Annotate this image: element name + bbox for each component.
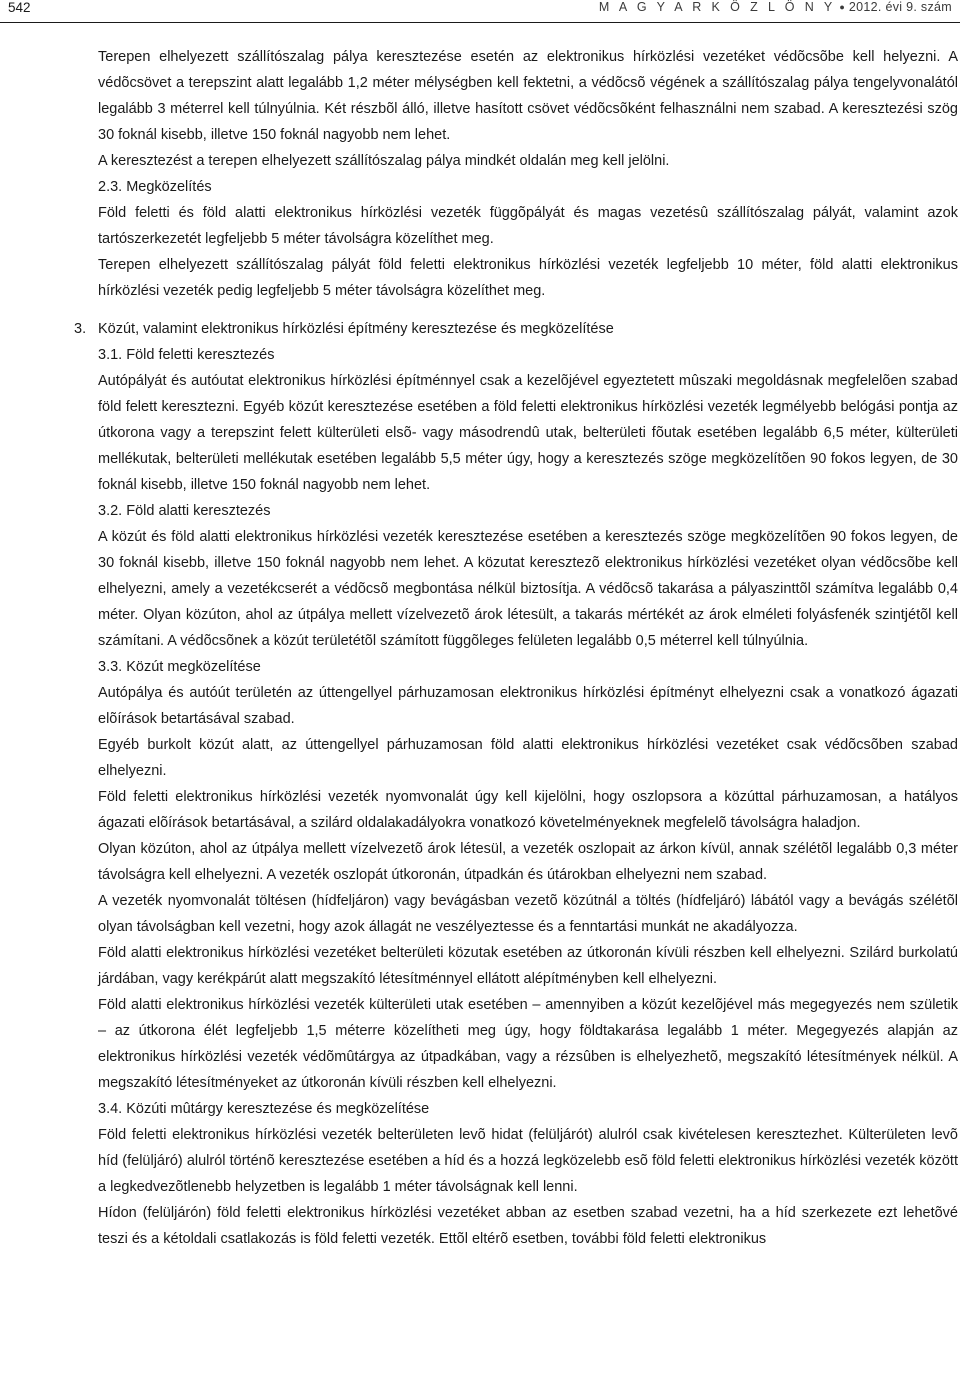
subsection-heading: 3.1. Föld feletti keresztezés <box>98 347 275 363</box>
paragraph: Autópályát és autóutat elektronikus hírközlési építménnyel csak a kezelõjével egyeztetett mûszaki megoldásnak megfelelõen szabad föld felett keresztezni. Egyéb közút keresztezése esetében a föld feletti elektronikus hírközlési vezeték legmélyebb belógási pontja az útkorona vagy a terepszint felett külterületi elsõ- vagy másodrendû utak, belterületi fõutak esetében legalább 6,5 méter, külterületi mellékutak, belterületi mellékutak esetében legalább 5,5 méter úgy, hogy a keresztezés szöge megközelítõen 90 fokos legyen, de 30 foknál kisebb, illetve 150 foknál nagyobb nem lehet. <box>98 373 958 493</box>
page-body <box>74 44 958 1252</box>
subsection-heading: 3.2. Föld alatti keresztezés <box>98 503 271 519</box>
paragraph: Autópálya és autóút területén az úttengellyel párhuzamosan elektronikus hírközlési építményt elhelyezni csak a vonatkozó ágazati elõírások betartásával szabad. <box>98 685 958 727</box>
issue-number: 2012. évi 9. szám <box>848 0 952 14</box>
paragraph: Föld feletti elektronikus hírközlési vezeték belterületen levõ hidat (felüljárót) alulról csak kivételesen keresztezhet. Külterületen levõ híd (felüljáró) alulról történõ keresztezése esetében a híd és a hozzá legközelebb esõ föld feletti elektronikus hírközlési vezeték között a legkedvezõtlenebb helyzetben is legalább 1 méter távolságnak kell lenni. <box>98 1127 958 1195</box>
paragraph: Terepen elhelyezett szállítószalag pálya keresztezése esetén az elektronikus hírközlési vezetéket védõcsõbe kell helyezni. A védõcsövet a terepszint alatt legalább 1,2 méter mélységben kell fektetni, a védõcsõ végének a szállítószalag pálya tengelyvonalától legalább 3 méterrel kell túlnyúlnia. Két részbõl álló, illetve hasított csövet védõcsõként felhasználni nem szabad. A keresztezési szög 30 foknál kisebb, illetve 150 foknál nagyobb nem lehet. <box>98 49 958 143</box>
header-divider <box>0 22 960 23</box>
paragraph: Föld feletti elektronikus hírközlési vezeték nyomvonalát úgy kell kijelölni, hogy oszlopsora a közúttal párhuzamosan, a hatályos ágazati elõírások betartásával, a szilárd oldalakadályokra vonatkozó követelményeknek megfelelõ távolságra haladjon. <box>98 789 958 831</box>
journal-issue-label <box>599 0 952 14</box>
subsection-heading: 3.3. Közút megközelítése <box>98 659 261 675</box>
paragraph: A vezeték nyomvonalát töltésen (hídfeljáron) vagy bevágásban vezetõ közútnál a töltés (hídfeljáró) lábától vagy a bevágás szélétõl olyan távolságban kell vezetni, hogy azok állagát ne veszélyeztesse és a fenntartási munkát ne akadályozza. <box>98 893 958 935</box>
subsection-heading: 3.4. Közúti mûtárgy keresztezése és megközelítése <box>98 1101 430 1117</box>
paragraph: Olyan közúton, ahol az útpálya mellett vízelvezetõ árok létesül, a vezeték oszlopait az árkon kívül, annak szélétõl legalább 0,3 méter távolságra kell elhelyezni. A vezeték oszlopát útkoronán, útpadkán és útárokban elhelyezni nem szabad. <box>98 841 958 883</box>
paragraph: Egyéb burkolt közút alatt, az úttengellyel párhuzamosan föld alatti elektronikus hírközlési vezetéket csak védõcsõben szabad elhelyezni. <box>98 737 958 779</box>
paragraph: Hídon (felüljárón) föld feletti elektronikus hírközlési vezetéket abban az esetben szabad vezetni, ha a híd szerkezete ezt lehetõvé teszi és a kétoldali csatlakozás is föld feletti vezeték. Ettõl eltérõ esetben, további föld feletti elektronikus <box>98 1205 958 1247</box>
page-header <box>0 0 960 20</box>
paragraph: Föld feletti és föld alatti elektronikus hírközlési vezeték függõpályát és magas vezetésû szállítószalag pályát, valamint azok tartószerkezetét legfeljebb 5 méter távolságra közelíthet meg. <box>98 205 958 247</box>
page-number: 542 <box>8 0 31 15</box>
bullet-icon: ● <box>839 2 846 12</box>
paragraph: Föld alatti elektronikus hírközlési vezeték külterületi utak esetében – amennyiben a közút kezelõjével más megegyezés nem születik – az útkorona élét legfeljebb 1,5 méterre közelítheti meg úgy, hogy földtakarása legalább 1 méter. Megegyezés alapján az elektronikus hírközlési vezeték védõmûtárgya az útpadkában, vagy a rézsûben is elhelyezhetõ, megszakító létesítmények nélkül. A megszakító létesítményeket az útkoronán kívüli részben kell elhelyezni. <box>98 997 958 1091</box>
journal-title: M A G Y A R K Ö Z L Ö N Y <box>598 0 836 14</box>
paragraph: A keresztezést a terepen elhelyezett szállítószalag pálya mindkét oldalán meg kell jelölni. <box>98 153 670 169</box>
section-heading <box>74 316 958 342</box>
paragraph: Föld alatti elektronikus hírközlési vezetéket belterületi közutak esetében az útkoronán kívüli részben kell elhelyezni. Szilárd burkolatú járdában, vagy kerékpárút alatt megszakító létesítménnyel ellátott alépítményben kell elhelyezni. <box>98 945 958 987</box>
section-title: Közút, valamint elektronikus hírközlési építmény keresztezése és megközelítése <box>98 321 614 337</box>
paragraph: A közút és föld alatti elektronikus hírközlési vezeték keresztezése esetében a keresztezés szöge megközelítõen 90 fokos legyen, de 30 foknál kisebb, illetve 150 foknál nagyobb nem lehet. A közutat keresztezõ elektronikus hírközlési vezetéket olyan védõcsõbe kell elhelyezni, amely a vezetékcserét a védõcsõ megbontása nélkül biztosítja. A védõcsõ takarása a pályaszinttõl számítva legalább 0,4 méter. Olyan közúton, ahol az útpálya mellett vízelvezetõ árok létesült, a takarás mértékét az árok elméleti folyásfenék szintjétõl kell számítani. A védõcsõnek a közút területétõl számított függõleges felületen legalább 0,5 méterrel kell túlnyúlnia. <box>98 529 958 649</box>
section-number: 3. <box>74 321 87 337</box>
paragraph: Terepen elhelyezett szállítószalag pályát föld feletti elektronikus hírközlési vezeték legfeljebb 10 méter, föld alatti elektronikus hírközlési vezeték pedig legfeljebb 5 méter távolságra közelíthet meg. <box>98 257 958 299</box>
subsection-heading: 2.3. Megközelítés <box>98 179 212 195</box>
